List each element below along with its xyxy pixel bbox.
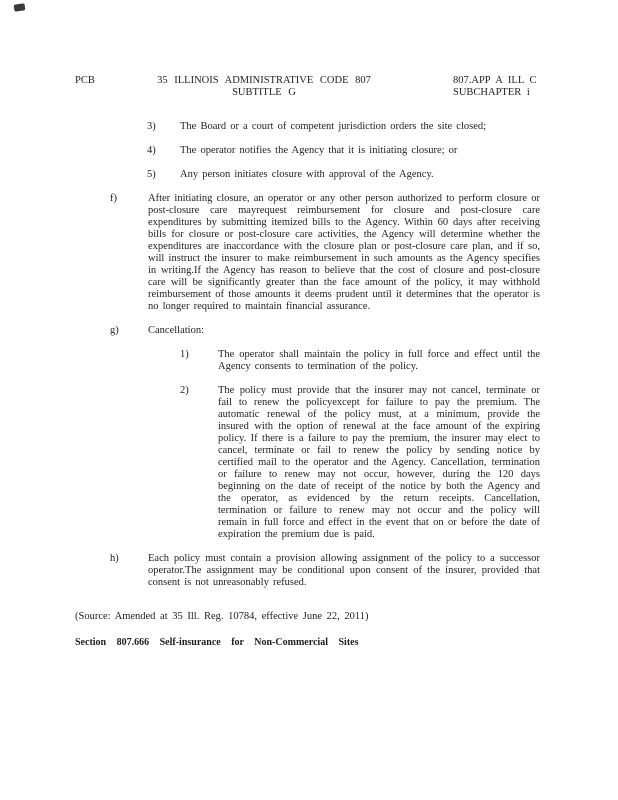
source-note: (Source: Amended at 35 Ill. Reg. 10784, effective June 22, 2011) (75, 611, 369, 622)
list-item-f (110, 193, 540, 313)
header-left-code: PCB (75, 75, 95, 86)
header-center (133, 75, 395, 99)
list-item-g1 (180, 349, 540, 373)
header-title-line2: SUBTITLE G (232, 87, 296, 98)
item-label: g) (110, 325, 119, 336)
item-text: The policy must provide that the insurer may not cancel, terminate or fail to renew the policyexcept for failure to pay the premium. The automatic renewal of the policy must, at a minimum, provide the insured with the option of renewal at the face amount of the expiring policy. If there is a failure to pay the premium, the insurer may elect to cancel, terminate or fail to renew the policy by sending notice by certified mail to the operator and the Agency. Cancellation, termination or failure to renew may not occur, however, during the 120 days beginning on the date of receipt of the notice by both the Agency and the operator, as evidenced by the return receipts. Cancellation, termination or failure to renew may not occur and the policy will remain in full force and effect in the event that on or before the date of expiration the premium due is paid. (218, 385, 540, 540)
item-label: 1) (180, 349, 189, 360)
item-text: The Board or a court of competent jurisdiction orders the site closed; (180, 121, 487, 132)
header-right (453, 75, 545, 99)
section-heading: Section 807.666 Self-insurance for Non-Commercial Sites (75, 637, 359, 648)
header-right-line2: SUBCHAPTER i (453, 87, 530, 98)
header-right-line1: 807.APP A ILL C (453, 75, 537, 86)
list-item-g (110, 325, 540, 337)
item-label: 3) (147, 121, 156, 132)
item-label: f) (110, 193, 117, 204)
list-item-3 (147, 121, 540, 133)
item-text: After initiating closure, an operator or any other person authorized to perform closure or post-closure care mayrequest reimbursement for closure and post-closure care expenditures by submitting itemized bills to the Agency. Within 60 days after receiving bills for closure or post-closure care activities, the Agency will determine whether the expenditures are inaccordance with the closure plan or post-closure care plan, and if so, will instruct the insurer to make reimbursement in such amounts as the Agency specifies in writing.If the Agency has reason to believe that the cost of closure and post-closure care will be significantly greater than the face amount of the policy, it may withhold reimbursement of those amounts it deems prudent until it determines that the operator is no longer required to maintain financial assurance. (148, 193, 540, 312)
item-text: The operator notifies the Agency that it is initiating closure; or (180, 145, 458, 156)
item-label: 5) (147, 169, 156, 180)
item-label: 4) (147, 145, 156, 156)
list-item-5 (147, 169, 540, 181)
item-text: Cancellation: (148, 325, 204, 336)
document-header (75, 75, 540, 99)
document-content (75, 75, 540, 649)
item-label: h) (110, 553, 119, 564)
item-label: 2) (180, 385, 189, 396)
scan-artifact (14, 3, 26, 11)
list-item-h (110, 553, 540, 589)
item-text: Each policy must contain a provision allowing assignment of the policy to a successor operator.The assignment may be conditional upon consent of the insurer, provided that consent is not unreasonably refused. (148, 553, 540, 588)
header-title-line1: 35 ILLINOIS ADMINISTRATIVE CODE 807 (157, 75, 371, 86)
item-text: Any person initiates closure with approval of the Agency. (180, 169, 434, 180)
item-text: The operator shall maintain the policy in full force and effect until the Agency consents to termination of the policy. (218, 349, 540, 372)
list-item-g2 (180, 385, 540, 541)
list-item-4 (147, 145, 540, 157)
